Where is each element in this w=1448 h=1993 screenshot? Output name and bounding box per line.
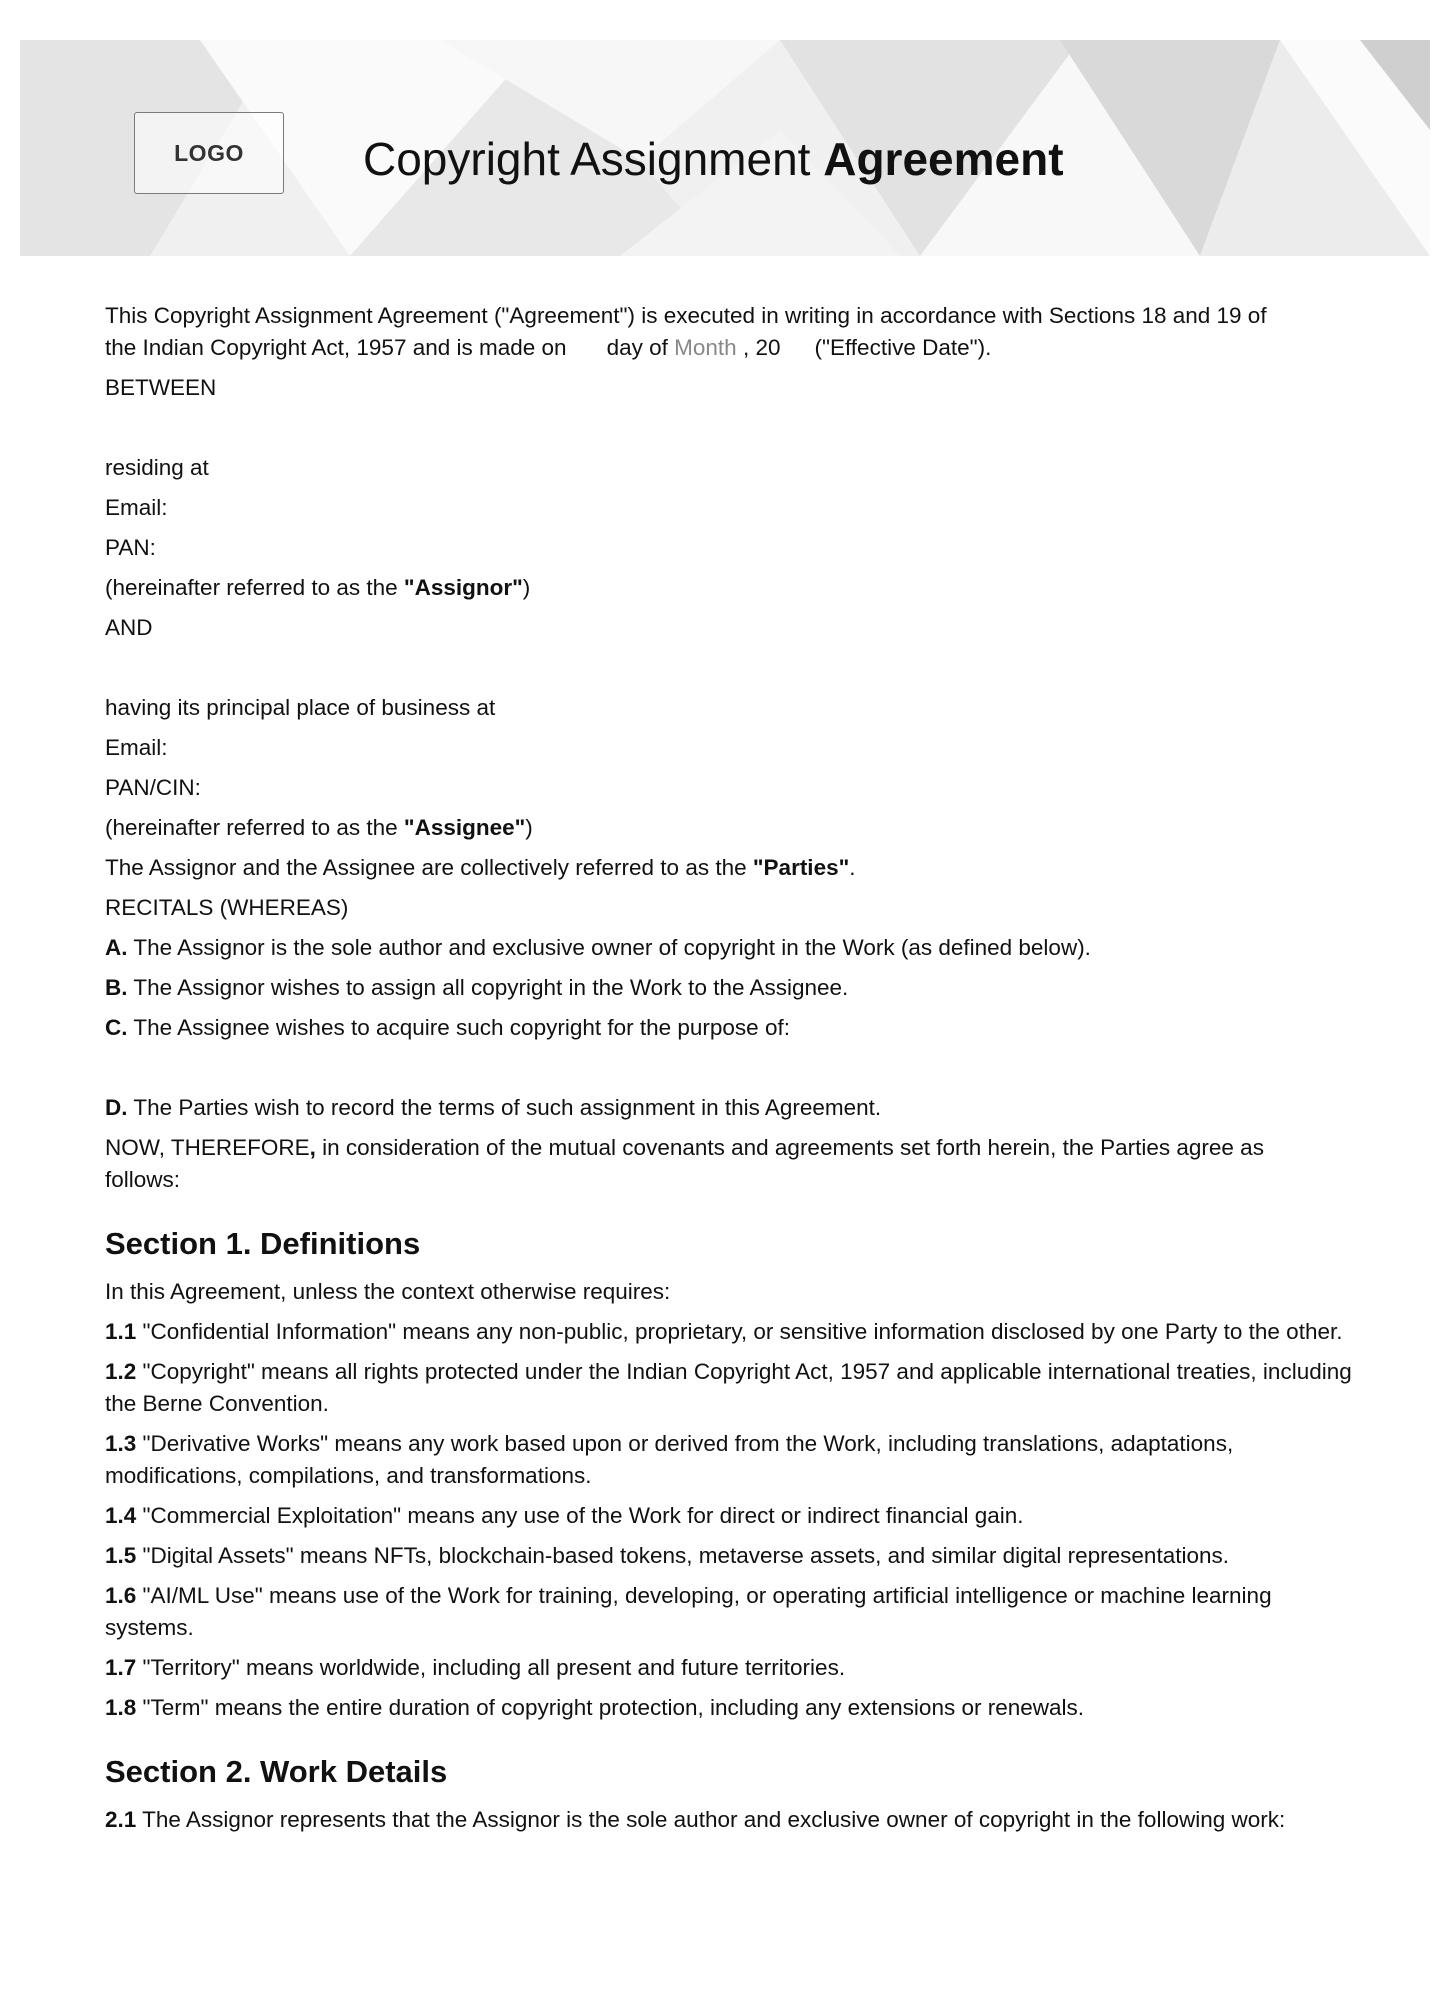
- month-placeholder: Month: [674, 335, 737, 360]
- intro-line-2b: day of: [606, 335, 668, 360]
- effective-date-label: ("Effective Date").: [814, 335, 992, 360]
- intro-line-2c: , 20: [742, 335, 781, 360]
- assignor-email: Email:: [105, 495, 168, 520]
- section-2-heading: Section 2. Work Details: [105, 1754, 448, 1789]
- assignor-residing: residing at: [105, 455, 209, 480]
- recitals-heading: RECITALS (WHEREAS): [105, 895, 349, 920]
- assignee-pan: PAN/CIN:: [105, 775, 201, 800]
- definition-item: 1.2 "Copyright" means all rights protected under the Indian Copyright Act, 1957 and applicable international treaties, including the Berne Convention.: [105, 1359, 1352, 1416]
- header-banner: [20, 40, 1430, 256]
- page-title: [363, 132, 1064, 186]
- definition-item: 1.1 "Confidential Information" means any non-public, proprietary, or sensitive information disclosed by one Party to the other.: [105, 1319, 1343, 1344]
- between-label: BETWEEN: [105, 375, 217, 400]
- definition-item: 1.7 "Territory" means worldwide, including all present and future territories.: [105, 1655, 846, 1680]
- parties-definition: The Assignor and the Assignee are collectively referred to as the "Parties".: [105, 855, 856, 880]
- assignee-reference: (hereinafter referred to as the "Assignee"): [105, 815, 533, 840]
- document-body: [105, 300, 1355, 1844]
- definition-item: 1.6 "AI/ML Use" means use of the Work for training, developing, or operating artificial intelligence or machine learning systems.: [105, 1583, 1272, 1640]
- recital-item: A. The Assignor is the sole author and exclusive owner of copyright in the Work (as defined below).: [105, 935, 1091, 960]
- intro-paragraph: [105, 300, 1355, 364]
- recital-item: B. The Assignor wishes to assign all copyright in the Work to the Assignee.: [105, 975, 849, 1000]
- and-label: AND: [105, 615, 153, 640]
- intro-line-2a: the Indian Copyright Act, 1957 and is made on: [105, 335, 567, 360]
- logo-placeholder: LOGO: [134, 112, 284, 194]
- recital-item: D. The Parties wish to record the terms of such assignment in this Agreement.: [105, 1095, 882, 1120]
- assignor-reference: (hereinafter referred to as the "Assignor"): [105, 575, 531, 600]
- section-1-intro: In this Agreement, unless the context otherwise requires:: [105, 1279, 671, 1304]
- intro-line-1: This Copyright Assignment Agreement ("Agreement") is executed in writing in accordance with Sections 18 and 19 of: [105, 303, 1267, 328]
- definition-item: 1.4 "Commercial Exploitation" means any use of the Work for direct or indirect financial gain.: [105, 1503, 1024, 1528]
- section-1-heading: Section 1. Definitions: [105, 1226, 421, 1261]
- assignee-email: Email:: [105, 735, 168, 760]
- recital-item: C. The Assignee wishes to acquire such copyright for the purpose of:: [105, 1015, 790, 1040]
- definition-item: 1.5 "Digital Assets" means NFTs, blockchain-based tokens, metaverse assets, and similar digital representations.: [105, 1543, 1229, 1568]
- title-bold: Agreement: [823, 133, 1064, 185]
- assignee-business: having its principal place of business at: [105, 695, 496, 720]
- assignor-pan: PAN:: [105, 535, 156, 560]
- title-regular: Copyright Assignment: [363, 133, 824, 185]
- now-therefore-paragraph: NOW, THEREFORE, in consideration of the mutual covenants and agreements set forth herein, the Parties agree as follows:: [105, 1135, 1264, 1192]
- work-detail-item: 2.1 The Assignor represents that the Assignor is the sole author and exclusive owner of copyright in the following work:: [105, 1807, 1286, 1832]
- definition-item: 1.8 "Term" means the entire duration of copyright protection, including any extensions or renewals.: [105, 1695, 1085, 1720]
- definition-item: 1.3 "Derivative Works" means any work based upon or derived from the Work, including translations, adaptations, modifications, compilations, and transformations.: [105, 1431, 1234, 1488]
